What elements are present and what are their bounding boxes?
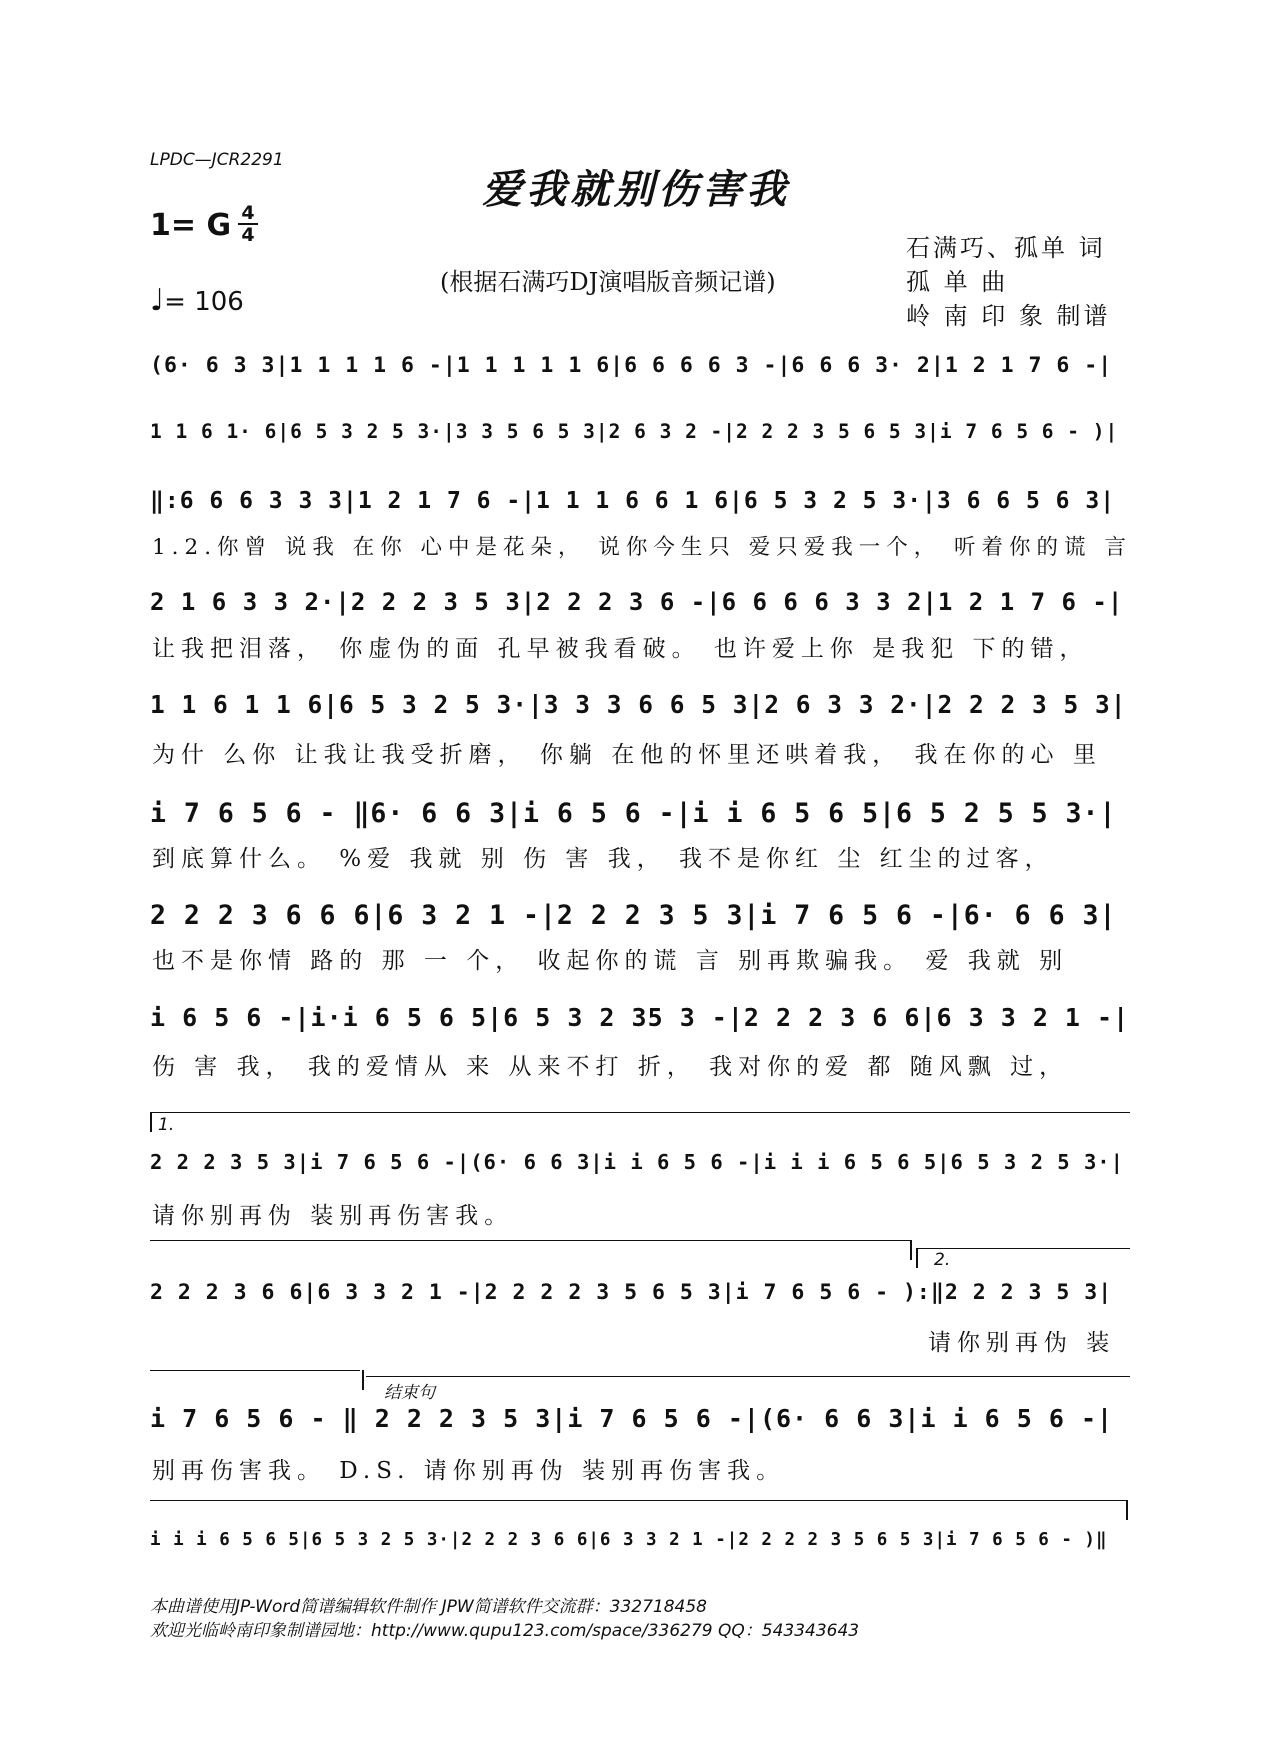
lyrics-line-6: 到底算什么。 %爱 我就 别 伤 害 我， 我不是你红 尘 红尘的过客，: [152, 846, 1054, 872]
time-numerator: 4: [241, 202, 255, 224]
score-system-9: 2 2 2 3 5 3|i 7 6 5 6 -|(6· 6 6 3|i i 6 5 6 -|i i i 6 5 6 5|6 5 3 2 5 3·|: [150, 1150, 1124, 1174]
score-code: LPDC—JCR2291: [150, 150, 284, 170]
volta-2-line: [916, 1248, 1130, 1249]
score-system-1: (6· 6 3 3|1 1 1 1 6 -|1 1 1 1 1 6|6 6 6 6 3 -|6 6 6 3· 2|1 2 1 7 6 -|: [150, 353, 1113, 378]
tempo-marking: [150, 283, 244, 318]
score-system-4: 2 1 6 3 3 2·|2 2 2 3 5 3|2 2 2 3 6 -|6 6 6 6 3 3 2|1 2 1 7 6 -|: [150, 588, 1124, 616]
final-hook: [1126, 1500, 1128, 1520]
quarter-note-icon: ♩: [150, 283, 165, 318]
lyricist-credit: 石满巧、孤单 词: [906, 234, 1106, 262]
score-system-11: i 7 6 5 6 - ‖ 2 2 2 3 5 3|i 7 6 5 6 -|(6· 6 6 3|i i 6 5 6 -|: [150, 1404, 1114, 1433]
arranger-credit: 岭 南 印 象 制谱: [906, 302, 1111, 330]
lyrics-line-10: 请你别再伪 装: [928, 1330, 1116, 1356]
subtitle: (根据石满巧DJ演唱版音频记谱): [440, 268, 776, 296]
lyrics-line-11: 别再伤害我。 D.S. 请你别再伪 装别再伤害我。: [152, 1458, 786, 1484]
volta-2-label: 2.: [934, 1250, 951, 1270]
composer-credit: 孤 单 曲: [906, 268, 1009, 296]
lyrics-line-9: 请你别再伪 装别再伤害我。: [152, 1203, 514, 1229]
song-title: 爱我就别伤害我: [482, 166, 790, 213]
key-signature: 1= G: [150, 208, 232, 243]
ending-label: 结束句: [384, 1383, 435, 1403]
score-system-7: 2 2 2 3 6 6 6|6 3 2 1 -|2 2 2 3 5 3|i 7 6 5 6 -|6· 6 6 3|: [150, 900, 1117, 931]
score-system-6: i 7 6 5 6 - ‖6· 6 6 3|i 6 5 6 -|i i 6 5 6 5|6 5 2 5 5 3·|: [150, 798, 1117, 829]
volta-2-continuation-line: [150, 1370, 360, 1371]
time-denominator: 4: [241, 224, 255, 246]
score-system-8: i 6 5 6 -|i·i 6 5 6 5|6 5 3 2 35 3 -|2 2 2 3 6 6|6 3 3 2 1 -|: [150, 1003, 1130, 1032]
tempo-value: = 106: [164, 287, 244, 317]
score-system-2: 1 1 6 1· 6|6 5 3 2 5 3·|3 3 5 6 5 3|2 6 3 2 -|2 2 2 3 5 6 5 3|i 7 6 5 6 - )|: [150, 420, 1119, 443]
lyrics-line-7: 也不是你情 路的 那 一 个， 收起你的谎 言 别再欺骗我。 爱 我就 别: [152, 948, 1069, 974]
time-signature: [236, 203, 260, 245]
lyrics-line-5: 为什 么你 让我让我受折磨， 你躺 在他的怀里还哄着我， 我在你的心 里: [152, 742, 1102, 768]
score-system-10: 2 2 2 3 6 6|6 3 3 2 1 -|2 2 2 2 3 5 6 5 3|i 7 6 5 6 - ):‖2 2 2 3 5 3|: [150, 1280, 1113, 1305]
score-system-5: 1 1 6 1 1 6|6 5 3 2 5 3·|3 3 3 6 6 5 3|2 6 3 3 2·|2 2 2 3 5 3|: [150, 690, 1127, 719]
footer-line-1: 本曲谱使用JP-Word简谱编辑软件制作 JPW简谱软件交流群：332718458: [150, 1597, 707, 1617]
volta-1-continuation-line: [150, 1240, 910, 1241]
volta-1-label: 1.: [158, 1115, 175, 1135]
score-system-12: i i i 6 5 6 5|6 5 3 2 5 3·|2 2 2 3 6 6|6 3 3 2 1 -|2 2 2 2 3 5 6 5 3|i 7 6 5 6 - )‖: [150, 1530, 1108, 1550]
lyrics-line-3: 1.2.你曾 说我 在你 心中是花朵， 说你今生只 爱只爱我一个， 听着你的谎 言: [152, 535, 1132, 560]
score-system-3: ‖:6 6 6 3 3 3|1 2 1 7 6 -|1 1 1 6 6 1 6|6 5 3 2 5 3·|3 6 6 5 6 3|: [150, 488, 1116, 514]
ending-line: [366, 1376, 1130, 1377]
volta-1-end-hook: [910, 1240, 912, 1260]
volta-1-line: [150, 1112, 1130, 1113]
footer-line-2: 欢迎光临岭南印象制谱园地：http://www.qupu123.com/space/336279 QQ：543343643: [150, 1621, 860, 1641]
volta-1-hook: [150, 1112, 152, 1132]
ending-hook: [362, 1370, 364, 1390]
volta-2-hook: [916, 1248, 918, 1268]
lyrics-line-4: 让我把泪落， 你虚伪的面 孔早被我看破。 也许爱上你 是我犯 下的错，: [152, 636, 1089, 662]
lyrics-line-8: 伤 害 我， 我的爱情从 来 从来不打 折， 我对你的爱 都 随风飘 过，: [152, 1054, 1069, 1080]
final-line: [150, 1500, 1126, 1501]
